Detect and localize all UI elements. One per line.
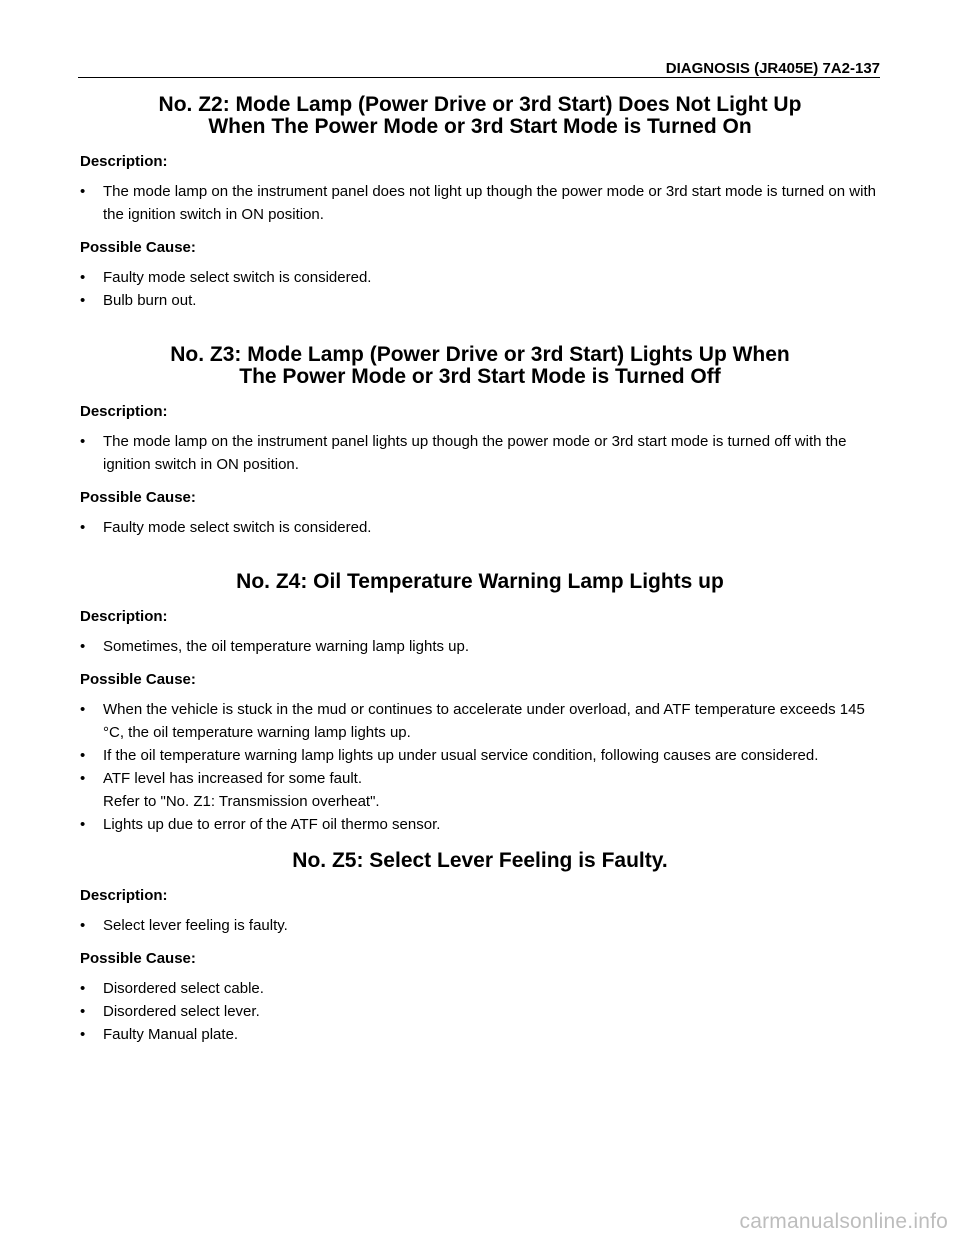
list-item (80, 266, 880, 289)
section-title (80, 94, 880, 138)
section-title (80, 571, 880, 593)
list-item (80, 698, 880, 744)
cause-list (80, 698, 880, 836)
cause-list (80, 977, 880, 1046)
section-z5 (80, 850, 880, 1046)
description-label: Description: (80, 608, 168, 625)
section-z3 (80, 344, 880, 539)
document-body (80, 94, 880, 1058)
title-line-1: No. Z3: Mode Lamp (Power Drive or 3rd Start) Lights Up When (170, 343, 790, 366)
section-z2 (80, 94, 880, 312)
list-item (80, 744, 880, 767)
list-item-text: When the vehicle is stuck in the mud or continues to accelerate under overload, and ATF temperature exceeds 145 °C, the oil temperature warning lamp lights up. (103, 701, 865, 741)
title-line-1: No. Z2: Mode Lamp (Power Drive or 3rd Start) Does Not Light Up (158, 93, 802, 116)
list-item (80, 1000, 880, 1023)
description-list (80, 430, 880, 476)
bullet-icon: • (80, 1026, 86, 1043)
title-line-2: The Power Mode or 3rd Start Mode is Turned Off (239, 365, 721, 388)
list-item (80, 635, 880, 658)
list-item (80, 813, 880, 836)
list-item (80, 289, 880, 312)
list-item (80, 1023, 880, 1046)
cause-list (80, 516, 880, 539)
list-item (80, 767, 880, 813)
bullet-icon: • (80, 770, 86, 787)
bullet-icon: • (80, 292, 86, 309)
list-item (80, 977, 880, 1000)
list-item-text: Bulb burn out. (103, 292, 197, 309)
section-z4 (80, 571, 880, 836)
description-label: Description: (80, 403, 168, 420)
bullet-icon: • (80, 183, 86, 200)
list-item-text: Select lever feeling is faulty. (103, 917, 288, 934)
section-title (80, 850, 880, 872)
list-item-text: Faulty mode select switch is considered. (103, 269, 372, 286)
list-item (80, 516, 880, 539)
cause-label: Possible Cause: (80, 489, 196, 506)
cause-label: Possible Cause: (80, 950, 196, 967)
list-item (80, 430, 880, 476)
header-rule (78, 77, 880, 78)
list-item-text: Disordered select lever. (103, 1003, 260, 1020)
description-list (80, 180, 880, 226)
list-item-text: Disordered select cable. (103, 980, 264, 997)
list-item-text: Sometimes, the oil temperature warning lamp lights up. (103, 638, 470, 655)
description-list (80, 914, 880, 937)
page-header: DIAGNOSIS (JR405E) 7A2-137 (665, 60, 880, 77)
watermark: carmanualsonline.info (739, 1210, 948, 1233)
list-item-continuation: Refer to "No. Z1: Transmission overheat". (103, 793, 380, 810)
bullet-icon: • (80, 1003, 86, 1020)
list-item-text: Faulty Manual plate. (103, 1026, 239, 1043)
list-item-text: Lights up due to error of the ATF oil thermo sensor. (103, 816, 441, 833)
list-item-text: The mode lamp on the instrument panel lights up though the power mode or 3rd start mode is turned off with the ignition switch in ON position. (103, 433, 847, 473)
list-item-text: If the oil temperature warning lamp lights up under usual service condition, following causes are considered. (103, 747, 819, 764)
list-item (80, 914, 880, 937)
title-line-1: No. Z4: Oil Temperature Warning Lamp Lights up (236, 570, 724, 593)
cause-label: Possible Cause: (80, 239, 196, 256)
bullet-icon: • (80, 701, 86, 718)
list-item-text: Faulty mode select switch is considered. (103, 519, 372, 536)
list-item-text: ATF level has increased for some fault. (103, 770, 362, 787)
bullet-icon: • (80, 638, 86, 655)
bullet-icon: • (80, 980, 86, 997)
bullet-icon: • (80, 433, 86, 450)
bullet-icon: • (80, 917, 86, 934)
bullet-icon: • (80, 519, 86, 536)
description-list (80, 635, 880, 658)
description-label: Description: (80, 153, 168, 170)
cause-list (80, 266, 880, 312)
bullet-icon: • (80, 747, 86, 764)
bullet-icon: • (80, 269, 86, 286)
list-item (80, 180, 880, 226)
bullet-icon: • (80, 816, 86, 833)
title-line-1: No. Z5: Select Lever Feeling is Faulty. (292, 849, 668, 872)
description-label: Description: (80, 887, 168, 904)
section-title (80, 344, 880, 388)
title-line-2: When The Power Mode or 3rd Start Mode is Turned On (208, 115, 752, 138)
list-item-text: The mode lamp on the instrument panel does not light up though the power mode or 3rd start mode is turned on with the ignition switch in ON position. (103, 183, 876, 223)
cause-label: Possible Cause: (80, 671, 196, 688)
